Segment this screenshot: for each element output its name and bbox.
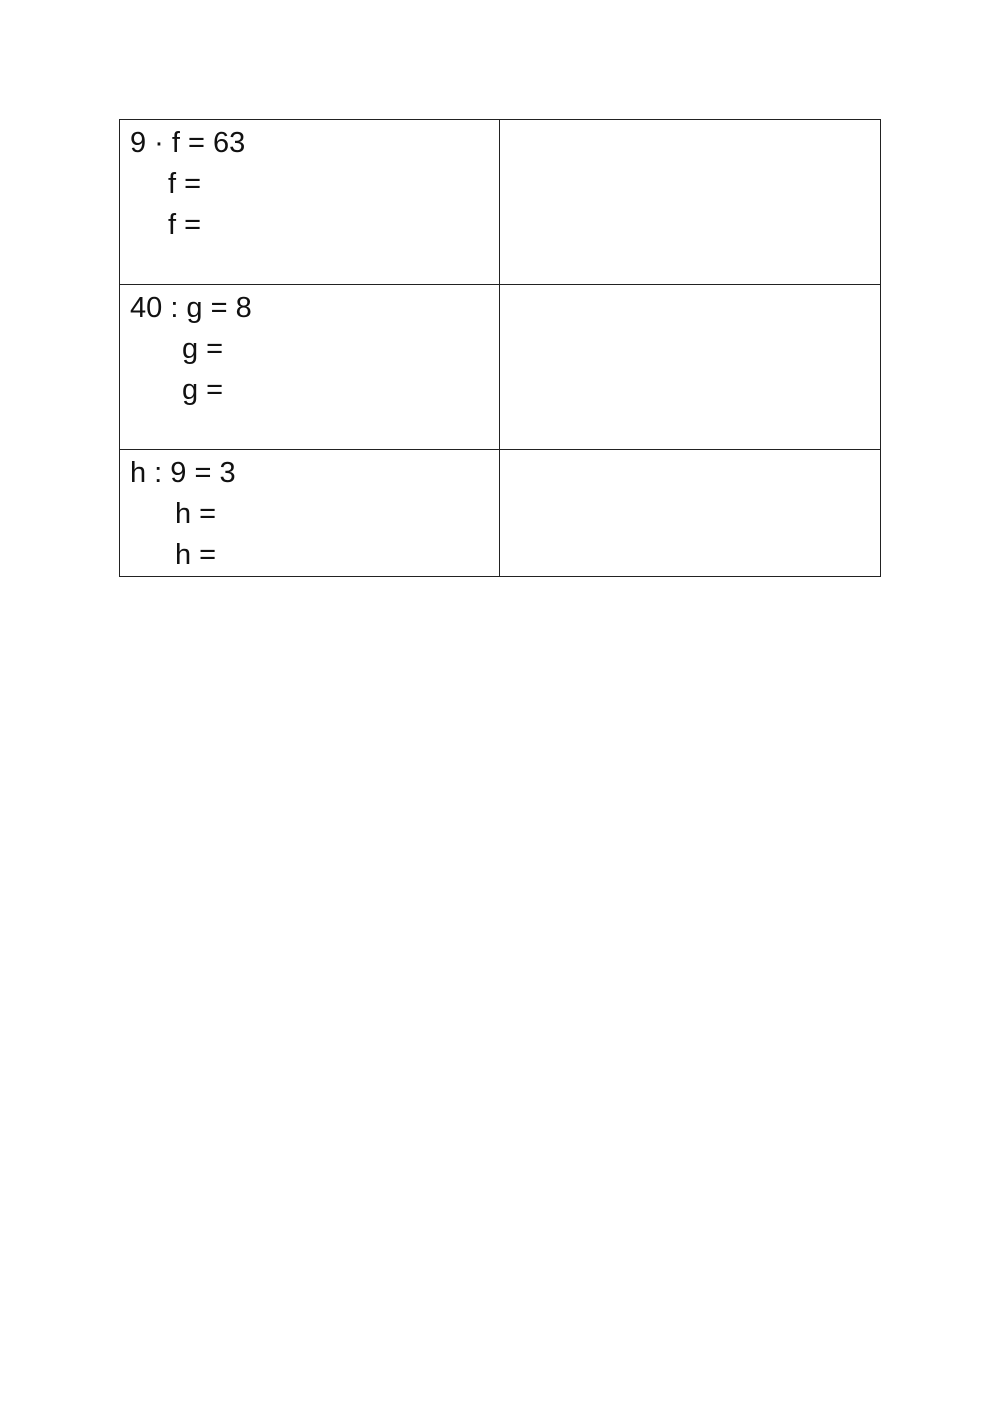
exercise-row (120, 120, 881, 285)
answer-cell[interactable] (500, 285, 881, 450)
answer-text (500, 450, 880, 453)
solution-step: f = (168, 168, 202, 200)
solution-step: f = (168, 209, 202, 241)
equation: h : 9 = 3 (130, 457, 236, 489)
exercise-row (120, 285, 881, 450)
solution-step: g = (182, 374, 224, 406)
answer-cell[interactable] (500, 120, 881, 285)
equation: 40 : g = 8 (130, 292, 252, 324)
equation: 9 · f = 63 (130, 127, 246, 159)
equation-cell (120, 120, 500, 285)
equation-cell (120, 450, 500, 577)
solution-step: h = (175, 498, 217, 530)
solution-step: h = (175, 539, 217, 571)
answer-cell[interactable] (500, 450, 881, 577)
exercise-table (119, 119, 881, 577)
answer-text (500, 285, 880, 288)
answer-text (500, 120, 880, 123)
exercise-row (120, 450, 881, 577)
equation-cell (120, 285, 500, 450)
solution-step: g = (182, 333, 224, 365)
